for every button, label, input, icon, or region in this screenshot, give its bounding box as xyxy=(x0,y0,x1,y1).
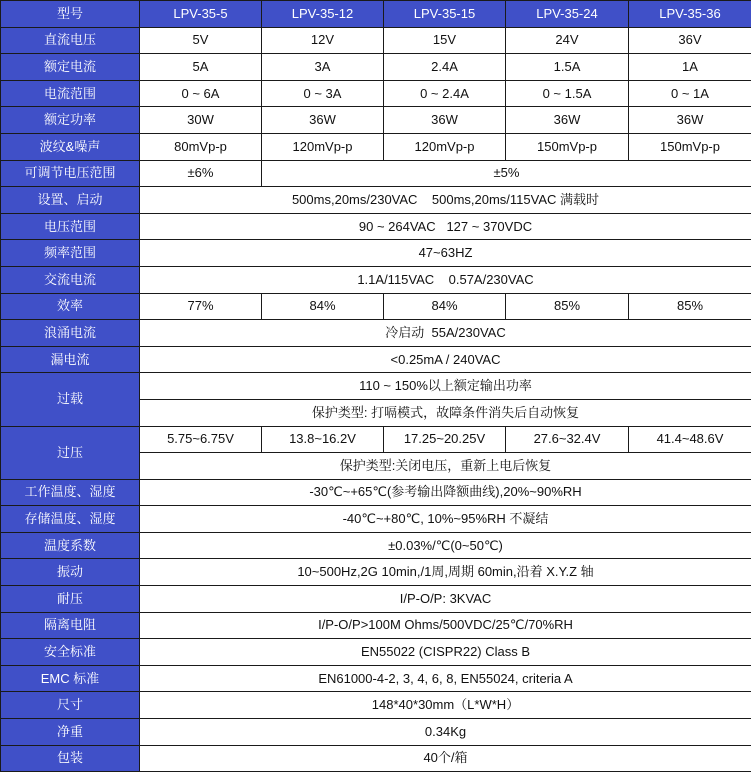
row-label: 频率范围 xyxy=(1,240,140,267)
cell-value: ±5% xyxy=(262,160,751,187)
cell-value: -40℃~+80℃, 10%~95%RH 不凝结 xyxy=(140,506,751,533)
cell-value: 3A xyxy=(262,54,384,81)
row-label: 可调节电压范围 xyxy=(1,160,140,187)
row-label: 尺寸 xyxy=(1,692,140,719)
model-name: LPV-35-15 xyxy=(384,1,506,28)
cell-value: 5V xyxy=(140,27,262,54)
model-name: LPV-35-36 xyxy=(629,1,751,28)
cell-value: 120mVp-p xyxy=(262,133,384,160)
header-row xyxy=(1,1,751,28)
row-label: 过载 xyxy=(1,373,140,426)
header-label: 型号 xyxy=(1,1,140,28)
cell-value: 36W xyxy=(506,107,629,134)
row-label: 过压 xyxy=(1,426,140,479)
row-label: EMC 标准 xyxy=(1,665,140,692)
cell-value: 36W xyxy=(262,107,384,134)
cell-value: I/P-O/P>100M Ohms/500VDC/25℃/70%RH xyxy=(140,612,751,639)
cell-value: 0 ~ 1A xyxy=(629,80,751,107)
row-safety-standard xyxy=(1,639,751,666)
cell-value: 80mVp-p xyxy=(140,133,262,160)
cell-value: <0.25mA / 240VAC xyxy=(140,346,751,373)
row-label: 电压范围 xyxy=(1,213,140,240)
cell-value: 84% xyxy=(384,293,506,320)
cell-value: 1.1A/115VAC 0.57A/230VAC xyxy=(140,266,751,293)
row-label: 包装 xyxy=(1,745,140,772)
row-frequency-range xyxy=(1,240,751,267)
cell-value: I/P-O/P: 3KVAC xyxy=(140,586,751,613)
row-net-weight xyxy=(1,719,751,746)
row-ripple-noise xyxy=(1,133,751,160)
model-name: LPV-35-24 xyxy=(506,1,629,28)
cell-value: 36W xyxy=(384,107,506,134)
cell-value: 保护类型: 打嗝模式，故障条件消失后自动恢复 xyxy=(140,399,751,426)
row-overload xyxy=(1,373,751,400)
row-temp-coefficient xyxy=(1,532,751,559)
row-label: 效率 xyxy=(1,293,140,320)
row-label: 安全标准 xyxy=(1,639,140,666)
row-label: 净重 xyxy=(1,719,140,746)
cell-value: 冷启动 55A/230VAC xyxy=(140,320,751,347)
cell-value: 36V xyxy=(629,27,751,54)
cell-value: 1A xyxy=(629,54,751,81)
cell-value: 5.75~6.75V xyxy=(140,426,262,453)
cell-value: 0 ~ 1.5A xyxy=(506,80,629,107)
row-adjustable-voltage xyxy=(1,160,751,187)
row-storage-temp xyxy=(1,506,751,533)
cell-value: 10~500Hz,2G 10min,/1周,周期 60min,沿着 X.Y.Z 轴 xyxy=(140,559,751,586)
cell-value: 77% xyxy=(140,293,262,320)
row-label: 设置、启动 xyxy=(1,187,140,214)
cell-value: -30℃~+65℃(参考输出降额曲线),20%~90%RH xyxy=(140,479,751,506)
cell-value: 85% xyxy=(629,293,751,320)
cell-value: 0.34Kg xyxy=(140,719,751,746)
cell-value: EN61000-4-2, 3, 4, 6, 8, EN55024, criteria A xyxy=(140,665,751,692)
row-label: 振动 xyxy=(1,559,140,586)
row-label: 浪涌电流 xyxy=(1,320,140,347)
cell-value: ±0.03%/℃(0~50℃) xyxy=(140,532,751,559)
row-label: 波纹&噪声 xyxy=(1,133,140,160)
cell-value: 41.4~48.6V xyxy=(629,426,751,453)
cell-value: 17.25~20.25V xyxy=(384,426,506,453)
cell-value: 0 ~ 3A xyxy=(262,80,384,107)
row-label: 额定功率 xyxy=(1,107,140,134)
row-label: 耐压 xyxy=(1,586,140,613)
cell-value: 500ms,20ms/230VAC 500ms,20ms/115VAC 满载时 xyxy=(140,187,751,214)
row-overvoltage xyxy=(1,426,751,453)
row-voltage-range xyxy=(1,213,751,240)
model-name: LPV-35-5 xyxy=(140,1,262,28)
row-setup-rise xyxy=(1,187,751,214)
row-label: 温度系数 xyxy=(1,532,140,559)
row-withstand-voltage xyxy=(1,586,751,613)
cell-value: 15V xyxy=(384,27,506,54)
cell-value: 85% xyxy=(506,293,629,320)
cell-value: 84% xyxy=(262,293,384,320)
model-name: LPV-35-12 xyxy=(262,1,384,28)
row-label: 漏电流 xyxy=(1,346,140,373)
row-label: 工作温度、湿度 xyxy=(1,479,140,506)
row-leakage-current xyxy=(1,346,751,373)
row-emc-standard xyxy=(1,665,751,692)
cell-value: 150mVp-p xyxy=(629,133,751,160)
cell-value: 5A xyxy=(140,54,262,81)
cell-value: 保护类型:关闭电压，重新上电后恢复 xyxy=(140,453,751,480)
row-label: 存储温度、湿度 xyxy=(1,506,140,533)
cell-value: 30W xyxy=(140,107,262,134)
row-rated-power xyxy=(1,107,751,134)
cell-value: 150mVp-p xyxy=(506,133,629,160)
cell-value: 148*40*30mm（L*W*H） xyxy=(140,692,751,719)
cell-value: 12V xyxy=(262,27,384,54)
row-vibration xyxy=(1,559,751,586)
cell-value: 0 ~ 6A xyxy=(140,80,262,107)
cell-value: 36W xyxy=(629,107,751,134)
cell-value: 13.8~16.2V xyxy=(262,426,384,453)
row-label: 直流电压 xyxy=(1,27,140,54)
row-working-temp xyxy=(1,479,751,506)
cell-value: ±6% xyxy=(140,160,262,187)
cell-value: 40个/箱 xyxy=(140,745,751,772)
cell-value: 0 ~ 2.4A xyxy=(384,80,506,107)
row-dc-voltage xyxy=(1,27,751,54)
cell-value: 1.5A xyxy=(506,54,629,81)
cell-value: 2.4A xyxy=(384,54,506,81)
row-packing xyxy=(1,745,751,772)
row-inrush-current xyxy=(1,320,751,347)
cell-value: 120mVp-p xyxy=(384,133,506,160)
row-label: 隔离电阻 xyxy=(1,612,140,639)
cell-value: 24V xyxy=(506,27,629,54)
cell-value: 47~63HZ xyxy=(140,240,751,267)
row-label: 电流范围 xyxy=(1,80,140,107)
row-dimensions xyxy=(1,692,751,719)
row-label: 额定电流 xyxy=(1,54,140,81)
row-efficiency xyxy=(1,293,751,320)
cell-value: EN55022 (CISPR22) Class B xyxy=(140,639,751,666)
row-isolation-resistance xyxy=(1,612,751,639)
row-ac-current xyxy=(1,266,751,293)
cell-value: 110 ~ 150%以上额定输出功率 xyxy=(140,373,751,400)
row-current-range xyxy=(1,80,751,107)
row-rated-current xyxy=(1,54,751,81)
row-label: 交流电流 xyxy=(1,266,140,293)
cell-value: 90 ~ 264VAC 127 ~ 370VDC xyxy=(140,213,751,240)
cell-value: 27.6~32.4V xyxy=(506,426,629,453)
